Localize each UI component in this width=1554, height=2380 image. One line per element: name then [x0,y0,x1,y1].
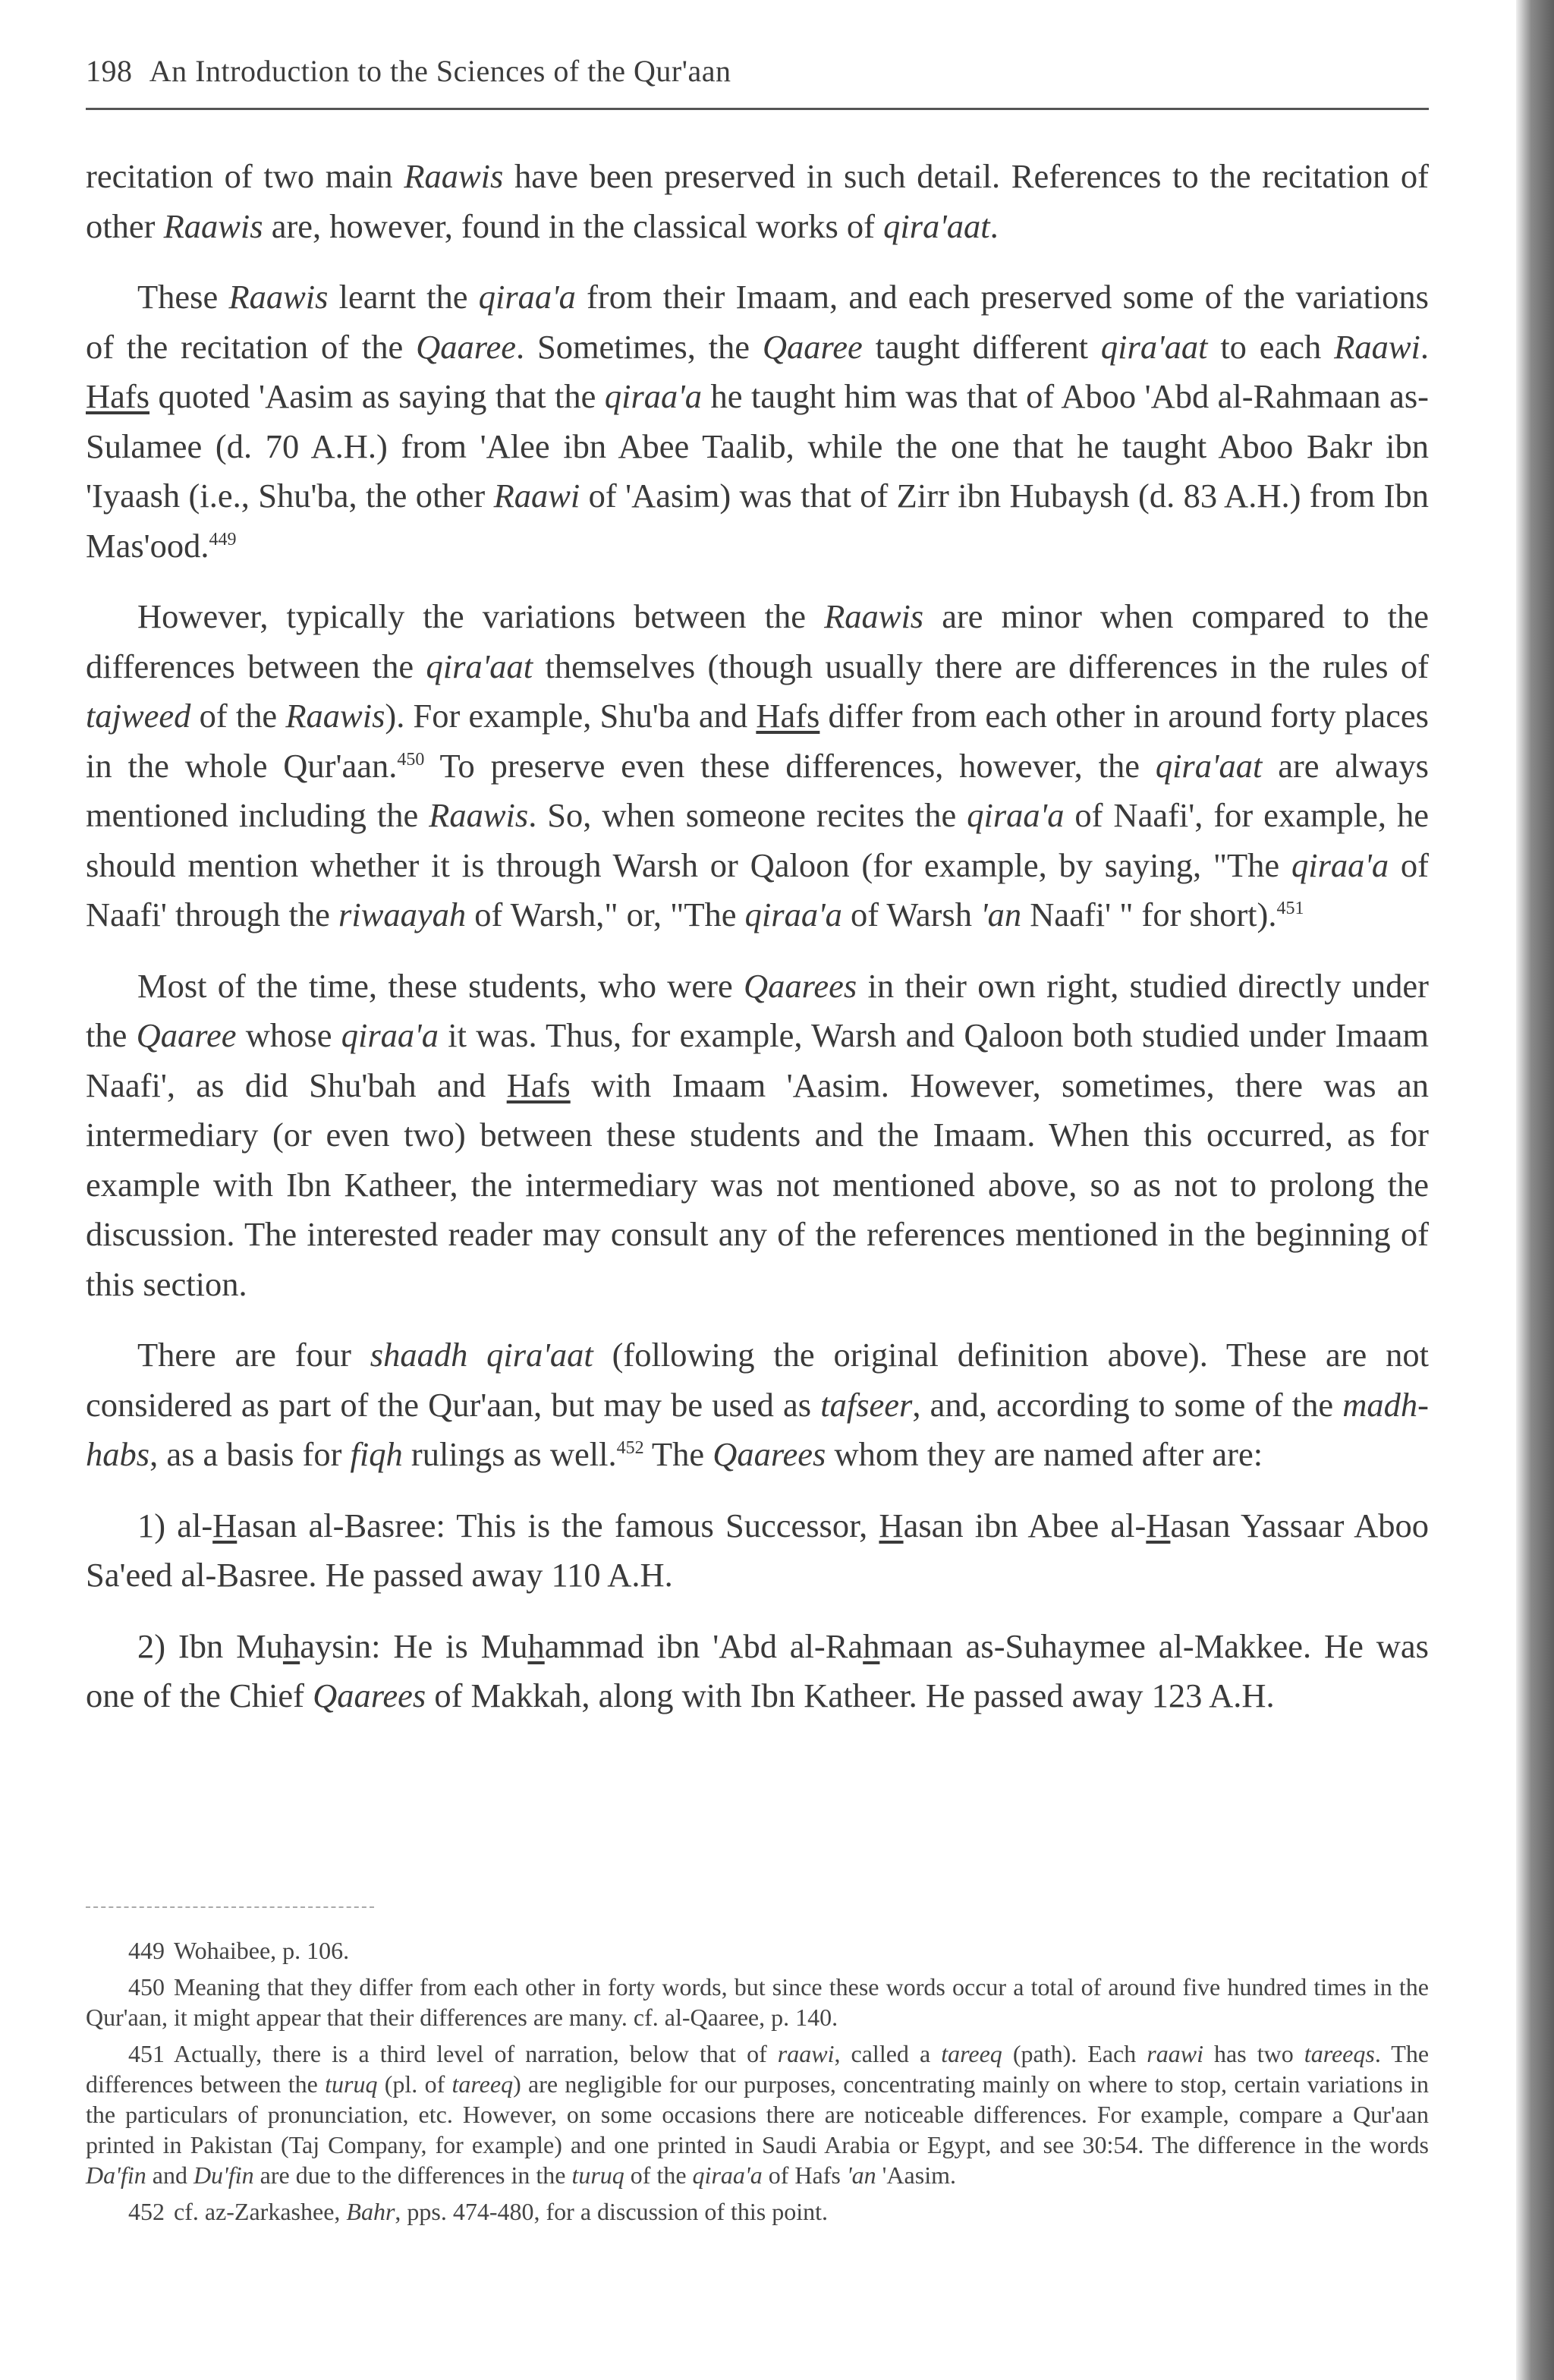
text-run: , and, according to some of the [912,1385,1343,1424]
italic-term: 'an [980,896,1022,933]
italic-term: qiraa'a [604,377,703,415]
italic-term: Du'fin [193,2161,254,2189]
text-run: ) are negligible for our purposes, concentrating mainly on where to stop, certain variations in the particulars of pronunciation, etc. However, on some occasions there are noticeable differences. For example, compare a Qur'aan printed in Pakistan (Taj Company, for example) and one printed in Saudi Arabia or Egypt, and see 30:54. The difference in the words [86,2070,1430,2158]
italic-term: qiraa'a [478,278,576,316]
text-run: asan Yassaar Aboo Sa'eed al-Basree. He passed away 110 A.H. [86,1506,1429,1594]
italic-term: Qaarees [713,1435,826,1473]
text-run: (path). Each [1002,2040,1147,2067]
italic-term: madh-habs [86,1385,1429,1473]
italic-term: Qaarees [744,966,857,1005]
footnote-text [174,2198,828,2225]
text-run: whom they are named after are: [826,1435,1263,1473]
text-run: . The differences between the [86,2040,1430,2098]
running-title: An Introduction to the Sciences of the Qur'aan [149,54,731,88]
text-run: maan as-Suhaymee al-Makkee. He was one of the Chief [86,1626,1429,1714]
italic-term: qiraa'a [692,2161,763,2189]
text-run: themselves (though usually there are differences in the rules of [533,647,1429,685]
italic-term: Raawis [429,796,529,834]
footnote-449 [86,1935,1429,1966]
text-run: Most of the time, these students, who were [137,966,744,1005]
text-run: To preserve even these differences, however, the [424,746,1156,785]
italic-term: Raawis [285,697,385,735]
footnote-450 [86,1972,1429,2032]
page-edge-shadow [1516,0,1554,2380]
footnote-ref: 450 [397,749,425,770]
running-header [86,53,1429,89]
text-run: Wohaibee, p. 106. [174,1937,350,1964]
italic-term: qira'aat [1155,746,1263,785]
text-run: from their Imaam, and each preserved some of the variations of the recitation of the [86,278,1429,366]
footnote-ref: 452 [616,1438,644,1459]
text-run: are minor when compared to the differences between the [86,597,1430,685]
underlined-term: H [212,1506,238,1544]
italic-term: qira'aat [1100,327,1208,366]
paragraph [86,152,1429,251]
italic-term: Da'fin [86,2161,146,2189]
text-run: of Warsh," or, "The [466,896,745,933]
text-run: , as a basis for [149,1435,351,1473]
text-run: of the [624,2161,693,2189]
italic-term: Qaaree [416,327,516,366]
underlined-term: h [527,1626,545,1665]
italic-term: turuq [325,2070,378,2098]
text-run: are due to the differences in the [253,2161,572,2189]
text-run: ammad ibn 'Abd al-Ra [544,1626,864,1665]
text-run: (following the original definition above). These are not considered as part of the Qur'aan, but may be used as [86,1336,1429,1424]
text-run: asan al-Basree: This is the famous Successor, [237,1506,879,1544]
text-run: in their own right, studied directly under the [86,966,1429,1054]
text-run: ). For example, Shu'ba and [385,697,757,735]
footnote-452 [86,2196,1429,2227]
text-run: of Naafi' through the [86,845,1429,933]
italic-term: qira'aat [883,206,990,245]
italic-term: Raawi [493,477,580,515]
footnote-separator [86,1906,374,1909]
underlined-term: h [282,1626,300,1665]
italic-term: qiraa'a [744,896,842,933]
text-run: with Imaam 'Aasim. However, sometimes, there was an intermediary (or even two) between these students and the Imaam. When this occurred, as for example with Ibn Katheer, the intermediary was not mentioned above, so as not to prolong the discussion. The interested reader may consult any of the references mentioned in the beginning of this section. [86,1066,1429,1303]
text-run: The [643,1435,713,1473]
footnote-451 [86,2038,1429,2190]
text-run: it was. Thus, for example, Warsh and Qaloon both studied under Imaam Naafi', as did Shu'bah and [86,1016,1429,1104]
text-run: aysin: He is Mu [300,1626,528,1665]
footnote-number: 451 [128,2040,165,2067]
text-run: differ from each other in around forty places in the whole Qur'aan. [86,697,1429,785]
italic-term: Raawis [824,597,924,635]
text-run: of Warsh [841,896,981,933]
text-run: rulings as well. [402,1435,617,1473]
text-run: learnt the [328,278,479,316]
text-run: recitation of two main [86,157,404,195]
paragraph [86,1330,1429,1480]
footnotes [86,1935,1429,2233]
underlined-term: Hafs [756,697,820,735]
footnote-number: 450 [128,1973,165,2001]
text-run: There are four [137,1336,370,1374]
text-run: . Sometimes, the [515,327,763,366]
footnote-number: 452 [128,2198,165,2225]
italic-term: Qaaree [762,327,863,366]
italic-term: turuq [571,2161,624,2189]
text-run: Meaning that they differ from each other in forty words, but since these words occur a total of around five hundred times in the Qur'aan, it might appear that their differences are many. cf. al-Qaaree, p. 140. [86,1973,1429,2031]
italic-term: qira'aat [426,647,533,685]
italic-term: tareeqs [1304,2040,1375,2067]
text-run: and [146,2161,193,2189]
underlined-term: H [879,1506,904,1544]
text-run: have been preserved in such detail. References to the recitation of other [86,157,1429,245]
italic-term: shaadh qira'aat [370,1336,593,1374]
underlined-term: h [863,1626,880,1665]
italic-term: raawi [777,2040,835,2067]
underlined-term: H [1146,1506,1171,1544]
text-run: whose [236,1016,341,1054]
italic-term: tareeq [451,2070,514,2098]
text-run: , called a [834,2040,942,2067]
footnote-ref: 451 [1276,899,1304,919]
text-run: cf. az-Zarkashee, [174,2198,347,2225]
text-run: has two [1203,2040,1304,2067]
text-run: taught different [862,327,1101,366]
italic-term: qiraa'a [341,1016,439,1054]
italic-term: 'an [846,2161,876,2189]
italic-term: tajweed [86,697,191,735]
text-run: of 'Aasim) was that of Zirr ibn Hubaysh (d. 83 A.H.) from Ibn Mas'ood. [86,477,1429,565]
text-run: of Hafs [762,2161,847,2189]
text-run: 'Aasim. [876,2161,956,2189]
footnote-text [86,2040,1429,2189]
text-run: to each [1207,327,1335,366]
paragraph [86,592,1429,940]
underlined-term: Hafs [86,377,150,415]
footnote-text [86,1973,1429,2031]
body-text [86,152,1429,1742]
list-item [86,1622,1429,1721]
text-run: of the [190,697,286,735]
list-item [86,1501,1429,1601]
footnote-text [174,1937,349,1964]
italic-term: Qaarees [313,1676,426,1714]
italic-term: riwaayah [338,896,467,933]
text-run: of Naafi', for example, he should mention whether it is through Warsh or Qaloon (for example, by saying, "The [86,796,1429,884]
italic-term: qiraa'a [1291,845,1389,884]
italic-term: Raawis [163,206,263,245]
italic-term: Bahr [346,2198,395,2225]
text-run: of Makkah, along with Ibn Katheer. He passed away 123 A.H. [426,1676,1275,1714]
header-rule [86,108,1429,110]
footnote-number: 449 [128,1937,165,1964]
italic-term: Qaaree [136,1016,237,1054]
text-run: asan ibn Abee al- [903,1506,1147,1544]
text-run: quoted 'Aasim as saying that the [149,377,605,415]
italic-term: tareeq [941,2040,1002,2067]
text-run: Actually, there is a third level of narration, below that of [174,2040,778,2067]
text-run: However, typically the variations between the [137,597,825,635]
text-run: 2) Ibn Mu [137,1626,283,1665]
text-run: are, however, found in the classical works of [263,206,884,245]
italic-term: raawi [1147,2040,1203,2067]
text-run: These [137,278,229,316]
text-run: . [989,206,999,245]
text-run: . So, when someone recites the [528,796,967,834]
italic-term: Raawi [1334,327,1420,366]
text-run: he taught him was that of Aboo 'Abd al-Rahmaan as-Sulamee (d. 70 A.H.) from 'Alee ibn Abee Taalib, while the one that he taught Aboo Bakr ibn 'Iyaash (i.e., Shu'ba, the other [86,377,1429,515]
italic-term: Raawis [404,157,504,195]
paragraph [86,272,1429,571]
footnote-ref: 449 [209,529,237,549]
italic-term: tafseer [820,1385,913,1424]
text-run: , pps. 474-480, for a discussion of this point. [395,2198,829,2225]
text-run: are always mentioned including the [86,746,1429,834]
italic-term: fiqh [350,1435,403,1473]
italic-term: Raawis [228,278,329,316]
text-run: . [1420,327,1429,366]
italic-term: qiraa'a [967,796,1065,834]
underlined-term: Hafs [506,1066,571,1104]
text-run: (pl. of [377,2070,452,2098]
page-number: 198 [86,54,133,88]
paragraph [86,962,1429,1310]
text-run: 1) al- [137,1506,213,1544]
text-run: Naafi' " for short). [1021,896,1277,933]
